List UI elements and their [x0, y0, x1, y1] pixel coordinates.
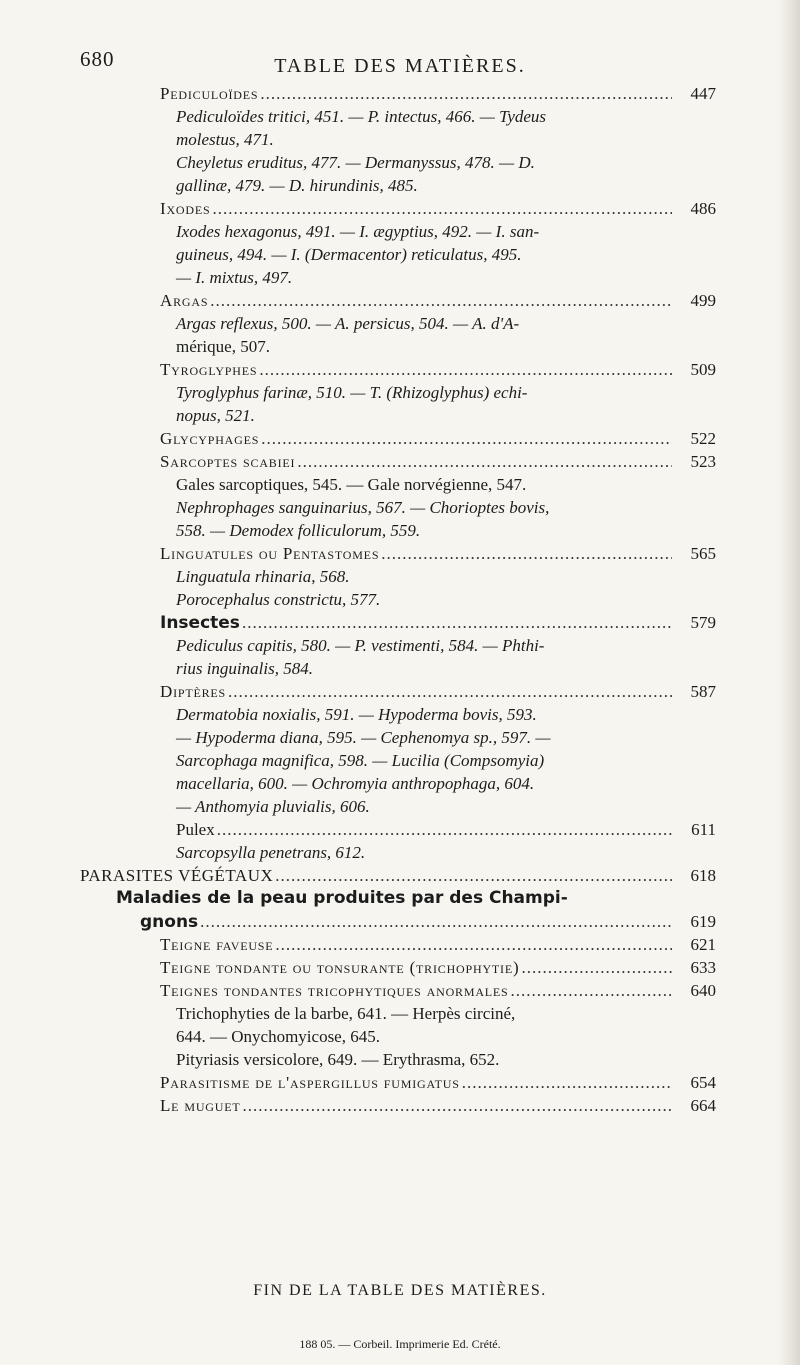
toc-line: Pityriasis versicolore, 649. — Erythrasma, 652.	[176, 1050, 500, 1069]
toc-entry-insectes: Insectes ..... 579	[0, 611, 800, 634]
toc-line: nopus, 521.	[176, 406, 255, 425]
toc-line: Sarcophaga magnifica, 598. — Lucilia (Compsomyia)	[176, 751, 545, 770]
toc-entry-glycyphages: Glycyphages ..... 522	[0, 427, 800, 450]
running-header	[80, 47, 720, 79]
toc-entry-muguet: Le muguet ..... 664	[0, 1094, 800, 1117]
toc-line: Nephrophages sanguinarius, 567. — Chorioptes bovis,	[176, 498, 550, 517]
toc-line: macellaria, 600. — Ochromyia anthropophaga, 604.	[176, 774, 535, 793]
toc-line: — I. mixtus, 497.	[176, 268, 293, 287]
toc-entry-dipteres: Diptères ..... 587	[0, 680, 800, 703]
toc-line: molestus, 471.	[176, 130, 274, 149]
toc-line: Gales sarcoptiques, 545. — Gale norvégienne, 547.	[176, 475, 527, 494]
toc-entry-pulex: Pulex ..... 611	[0, 818, 800, 841]
toc-entry-teignes-anormales: Teignes tondantes tricophytiques anormales ..... 640	[0, 979, 800, 1002]
toc-line: Linguatula rhinaria, 568.	[176, 567, 350, 586]
toc-entry-ixodes: Ixodes ..... 486	[0, 197, 800, 220]
toc-line: Trichophyties de la barbe, 641. — Herpès circiné,	[176, 1004, 516, 1023]
toc-body	[0, 82, 800, 1117]
toc-line: Pediculus capitis, 580. — P. vestimenti, 584. — Phthi-	[176, 636, 545, 655]
toc-line: gallinæ, 479. — D. hirundinis, 485.	[176, 176, 418, 195]
toc-line: 644. — Onychomyicose, 645.	[176, 1027, 380, 1046]
toc-entry-linguatules: Linguatules ou Pentastomes ..... 565	[0, 542, 800, 565]
toc-entry-pediculoides: Pediculoïdes ..... 447	[0, 82, 800, 105]
toc-entry-argas: Argas ..... 499	[0, 289, 800, 312]
printer-imprint: 188 05. — Corbeil. Imprimerie Ed. Crété.	[299, 1337, 501, 1351]
toc-line: Porocephalus constrictu, 577.	[176, 590, 381, 609]
end-of-table: FIN DE LA TABLE DES MATIÈRES.	[253, 1282, 547, 1299]
toc-entry-tyroglyphes: Tyroglyphes ..... 509	[0, 358, 800, 381]
toc-line: Ixodes hexagonus, 491. — I. ægyptius, 492. — I. san-	[176, 222, 540, 241]
toc-line: rius inguinalis, 584.	[176, 659, 313, 678]
toc-entry-teigne-tondante: Teigne tondante ou tonsurante (trichophytie) ..... 633	[0, 956, 800, 979]
toc-entry-sarcoptes: Sarcoptes scabiei ..... 523	[0, 450, 800, 473]
toc-line: guineus, 494. — I. (Dermacentor) reticulatus, 495.	[176, 245, 522, 264]
toc-line: Dermatobia noxialis, 591. — Hypoderma bovis, 593.	[176, 705, 537, 724]
toc-line: Cheyletus eruditus, 477. — Dermanyssus, 478. — D.	[176, 153, 535, 172]
toc-line-heading: Maladies de la peau produites par des Champi-	[116, 888, 568, 908]
toc-entry-aspergillus: Parasitisme de l'aspergillus fumigatus ..... 654	[0, 1071, 800, 1094]
toc-entry-teigne-faveuse: Teigne faveuse ..... 621	[0, 933, 800, 956]
toc-line: Tyroglyphus farinæ, 510. — T. (Rhizoglyphus) echi-	[176, 383, 528, 402]
page-number: 680	[80, 47, 115, 71]
toc-line: mérique, 507.	[176, 337, 270, 356]
toc-entry-parasites-vegetaux: PARASITES VÉGÉTAUX ..... 618	[0, 864, 800, 887]
page-title: TABLE DES MATIÈRES.	[274, 55, 526, 77]
toc-line: 558. — Demodex folliculorum, 559.	[176, 521, 421, 540]
toc-entry-gnons: gnons ..... 619	[0, 910, 800, 933]
toc-line: Sarcopsylla penetrans, 612.	[176, 843, 366, 862]
toc-line: — Hypoderma diana, 595. — Cephenomya sp., 597. —	[176, 728, 551, 747]
toc-line: Argas reflexus, 500. — A. persicus, 504. — A. d'A-	[176, 314, 520, 333]
toc-line: Pediculoïdes tritici, 451. — P. intectus, 466. — Tydeus	[176, 107, 547, 126]
toc-line: — Anthomyia pluvialis, 606.	[176, 797, 370, 816]
